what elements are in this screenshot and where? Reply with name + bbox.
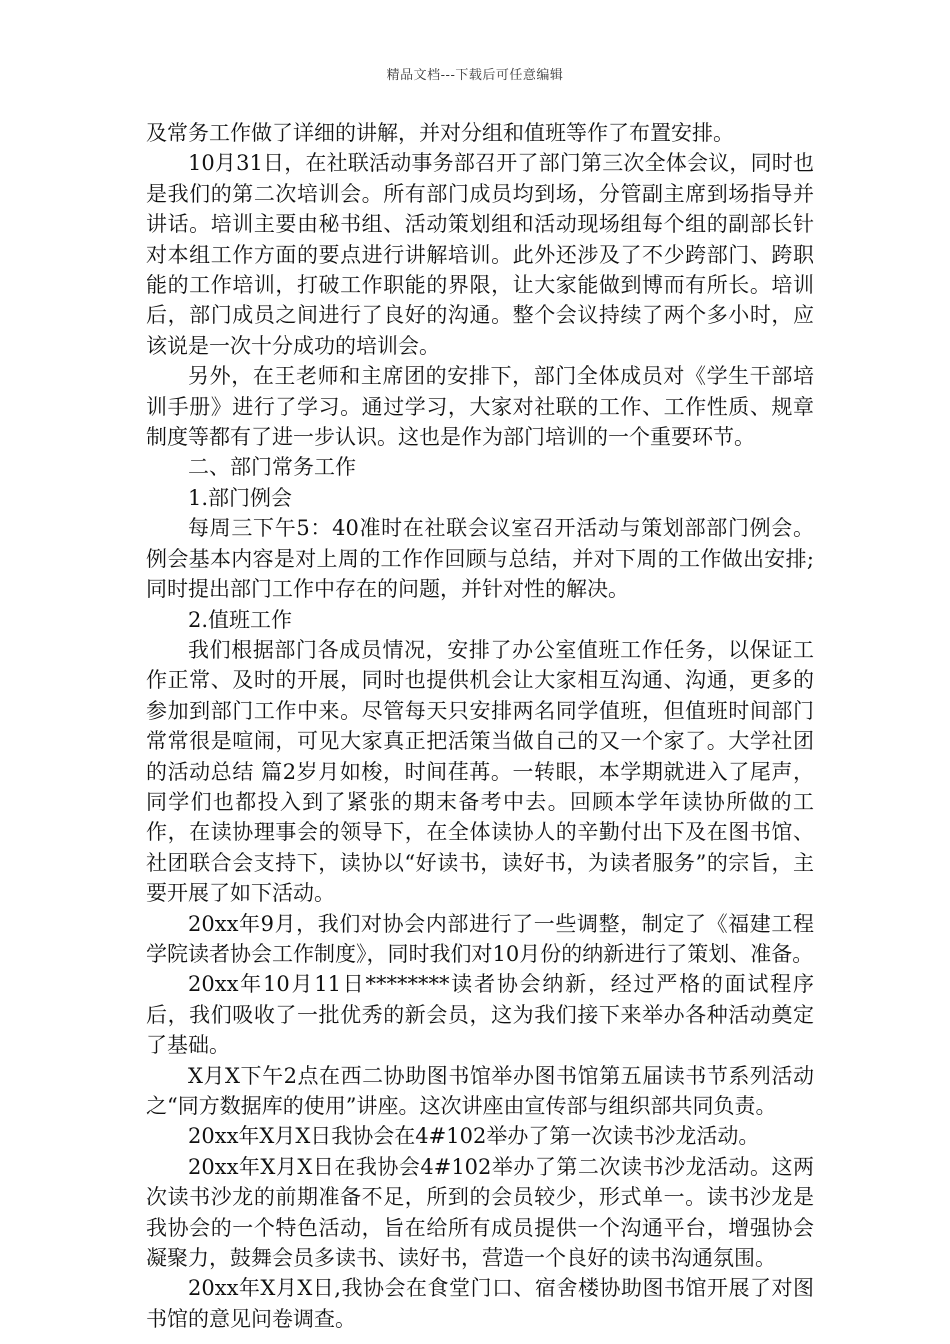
paragraph: X月X下午2点在西二协助图书馆举办图书馆第五届读书节系列活动之“同方数据库的使用”讲座。这次讲座由宣传部与组织部共同负责。 (146, 1063, 814, 1118)
subsection-heading: 1.部门例会 (188, 485, 293, 510)
paragraph: 20xx年X月X日我协会在4#102举办了第一次读书沙龙活动。 (188, 1124, 760, 1149)
page-header: 精品文档---下载后可任意编辑 (386, 68, 564, 83)
paragraph: 每周三下午5：40准时在社联会议室召开活动与策划部部门例会。例会基本内容是对上周的工作作回顾与总结，并对下周的工作做出安排;同时提出部门工作中存在的问题，并针对性的解决。 (146, 516, 814, 602)
paragraph: 20xx年9月，我们对协会内部进行了一些调整，制定了《福建工程学院读者协会工作制度》，同时我们对10月份的纳新进行了策划、准备。 (146, 911, 814, 966)
document-body (146, 118, 814, 1334)
paragraph: 另外，在王老师和主席团的安排下，部门全体成员对《学生干部培训手册》进行了学习。通过学习，大家对社联的工作、工作性质、规章制度等都有了进一步认识。这也是作为部门培训的一个重要环节。 (146, 364, 814, 450)
paragraph: 10月31日，在社联活动事务部召开了部门第三次全体会议，同时也是我们的第二次培训会。所有部门成员均到场，分管副主席到场指导并讲话。培训主要由秘书组、活动策划组和活动现场组每个组的副部长针对本组工作方面的要点进行讲解培训。此外还涉及了不少跨部门、跨职能的工作培训，打破工作职能的界限，让大家能做到博而有所长。培训后，部门成员之间进行了良好的沟通。整个会议持续了两个多小时，应该说是一次十分成功的培训会。 (146, 151, 814, 358)
paragraph: 20xx年10月11日********读者协会纳新，经过严格的面试程序后，我们吸收了一批优秀的新会员，这为我们接下来举办各种活动奠定了基础。 (146, 972, 814, 1058)
subsection-heading: 2.值班工作 (188, 607, 293, 632)
paragraph: 20xx年X月X日,我协会在食堂门口、宿舍楼协助图书馆开展了对图书馆的意见问卷调查。 (146, 1276, 814, 1331)
paragraph: 及常务工作做了详细的讲解，并对分组和值班等作了布置安排。 (146, 121, 734, 145)
section-heading: 二、部门常务工作 (188, 455, 356, 480)
paragraph: 我们根据部门各成员情况，安排了办公室值班工作任务，以保证工作正常、及时的开展，同时也提供机会让大家相互沟通、沟通，更多的参加到部门工作中来。尽管每天只安排两名同学值班，但值班时间部门常常很是喧闹，可见大家真正把活策当做自己的又一个家了。大学社团的活动总结 篇2岁月如梭，时间荏苒。一转眼，本学期就进入了尾声，同学们也都投入到了紧张的期末备考中去。回顾本学年读协所做的工作，在读协理事会的领导下，在全体读协人的辛勤付出下及在图书馆、社团联合会支持下，读协以“好读书，读好书，为读者服务”的宗旨，主要开展了如下活动。 (146, 637, 814, 906)
paragraph: 20xx年X月X日在我协会4#102举办了第二次读书沙龙活动。这两次读书沙龙的前期准备不足，所到的会员较少，形式单一。读书沙龙是我协会的一个特色活动，旨在给所有成员提供一个沟通平台，增强协会凝聚力，鼓舞会员多读书、读好书，营造一个良好的读书沟通氛围。 (146, 1154, 814, 1271)
